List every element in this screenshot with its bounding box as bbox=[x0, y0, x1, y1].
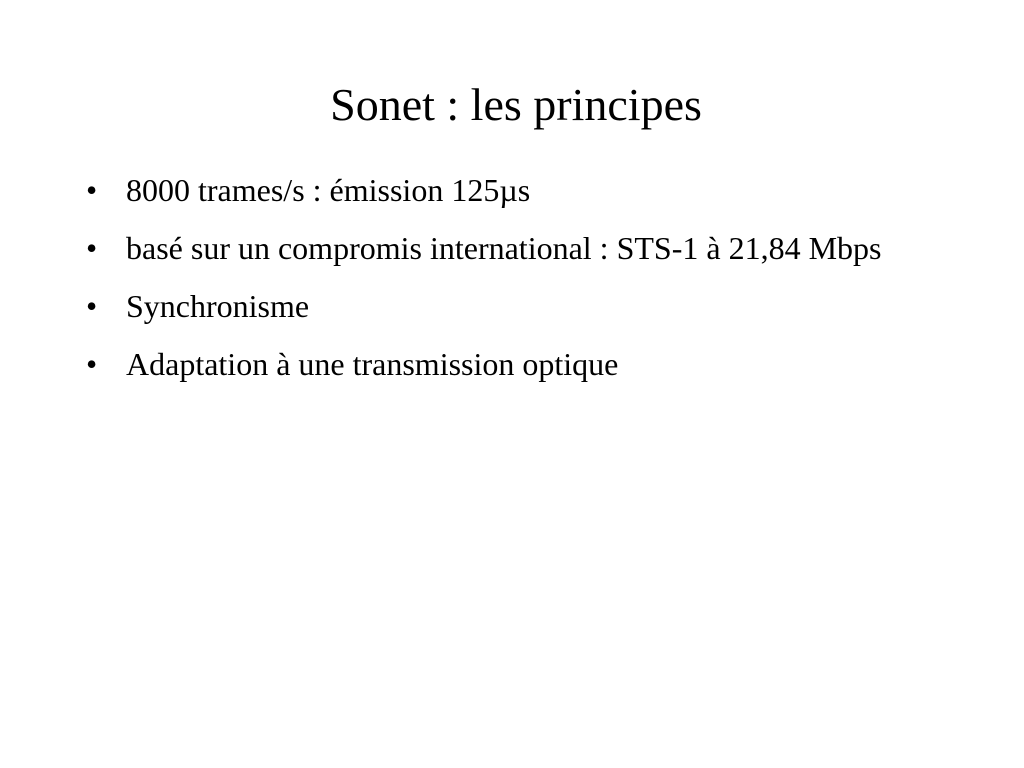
bullet-list bbox=[86, 164, 906, 396]
bullet-item bbox=[86, 222, 906, 274]
bullet-text: 8000 trames/s : émission 125µs bbox=[126, 172, 531, 208]
bullet-text: Adaptation à une transmission optique bbox=[126, 346, 619, 382]
bullet-text: basé sur un compromis international : STS-1 à 21,84 Mbps bbox=[126, 230, 882, 266]
slide-title: Sonet : les principes bbox=[330, 79, 702, 130]
bullet-item bbox=[86, 280, 906, 332]
bullet-item bbox=[86, 338, 906, 390]
bullet-icon: • bbox=[86, 346, 98, 382]
bullet-icon: • bbox=[86, 230, 98, 266]
bullet-icon: • bbox=[86, 288, 98, 324]
bullet-item bbox=[86, 164, 906, 216]
bullet-text: Synchronisme bbox=[126, 288, 310, 324]
bullet-icon: • bbox=[86, 172, 98, 208]
